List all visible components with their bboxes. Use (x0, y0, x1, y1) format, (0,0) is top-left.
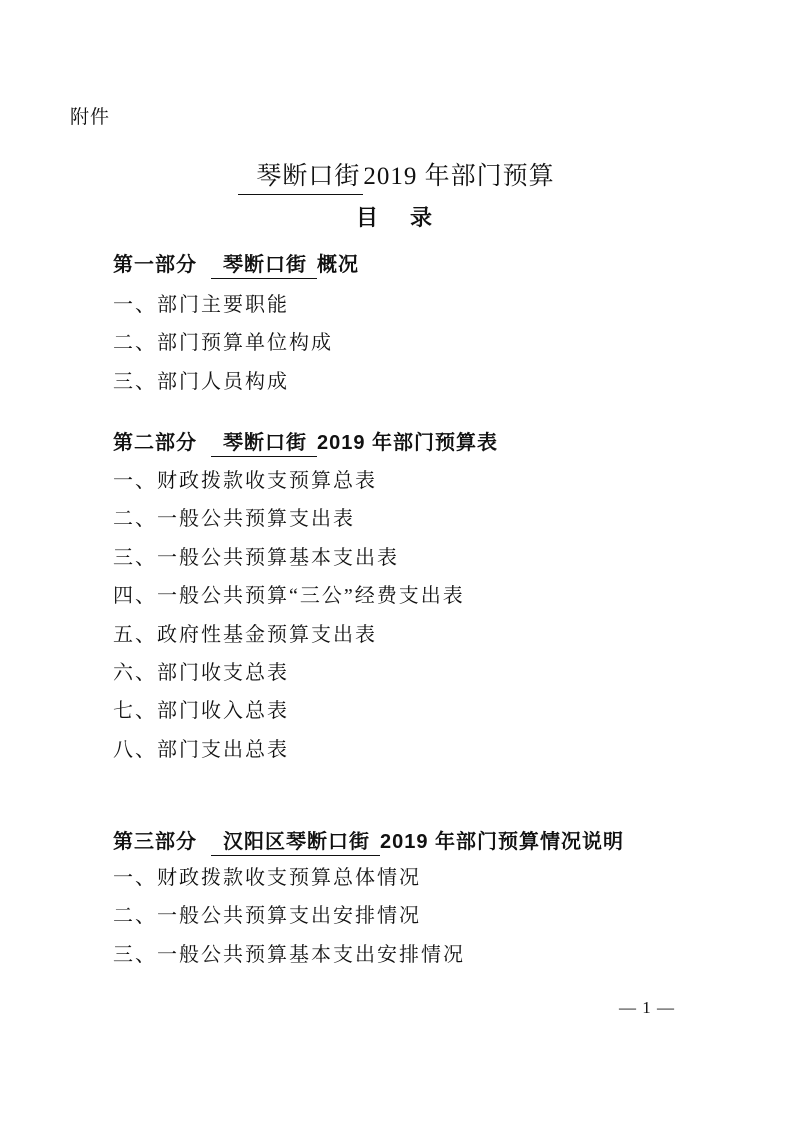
section-3-heading (113, 831, 624, 856)
toc-item: 四、一般公共预算“三公”经费支出表 (113, 585, 465, 608)
section-2-heading (113, 432, 498, 457)
page-number: — 1 — (619, 998, 675, 1017)
section-1-label: 第一部分 (113, 254, 197, 276)
section-2-underlined-name: 琴断口街 (211, 432, 317, 457)
toc-item: 三、部门人员构成 (113, 370, 289, 393)
toc-item: 二、一般公共预算支出表 (113, 508, 355, 531)
section-3-heading-rest: 2019 年部门预算情况说明 (380, 831, 625, 853)
toc-item: 八、部门支出总表 (113, 738, 289, 761)
toc-item: 一、部门主要职能 (113, 294, 289, 316)
toc-item: 一、财政拨款收支预算总表 (113, 470, 377, 492)
section-2-items (113, 462, 465, 769)
toc-item: 七、部门收入总表 (113, 700, 289, 723)
toc-item: 三、一般公共预算基本支出表 (113, 546, 399, 569)
toc-item: 五、政府性基金预算支出表 (113, 623, 377, 646)
title-underlined-name: 琴断口街 (238, 163, 363, 195)
toc-item: 二、一般公共预算支出安排情况 (113, 905, 421, 928)
toc-item: 三、一般公共预算基本支出安排情况 (113, 943, 465, 966)
section-1-items (113, 286, 333, 401)
section-3-label: 第三部分 (113, 831, 197, 853)
toc-heading: 目 录 (355, 205, 437, 230)
document-title (0, 163, 793, 195)
section-2-label: 第二部分 (113, 432, 197, 454)
attachment-label: 附件 (70, 107, 111, 128)
section-1-heading (113, 254, 359, 279)
section-1-underlined-name: 琴断口街 (211, 254, 317, 279)
toc-item: 一、财政拨款收支预算总体情况 (113, 867, 421, 889)
toc-item: 二、部门预算单位构成 (113, 332, 333, 355)
section-2-heading-rest: 2019 年部门预算表 (317, 432, 499, 454)
toc-item: 六、部门收支总表 (113, 661, 289, 684)
section-3-items (113, 859, 465, 974)
section-3-underlined-name: 汉阳区琴断口街 (211, 831, 380, 856)
section-1-heading-rest: 概况 (317, 254, 359, 276)
title-rest: 2019 年部门预算 (363, 163, 555, 190)
